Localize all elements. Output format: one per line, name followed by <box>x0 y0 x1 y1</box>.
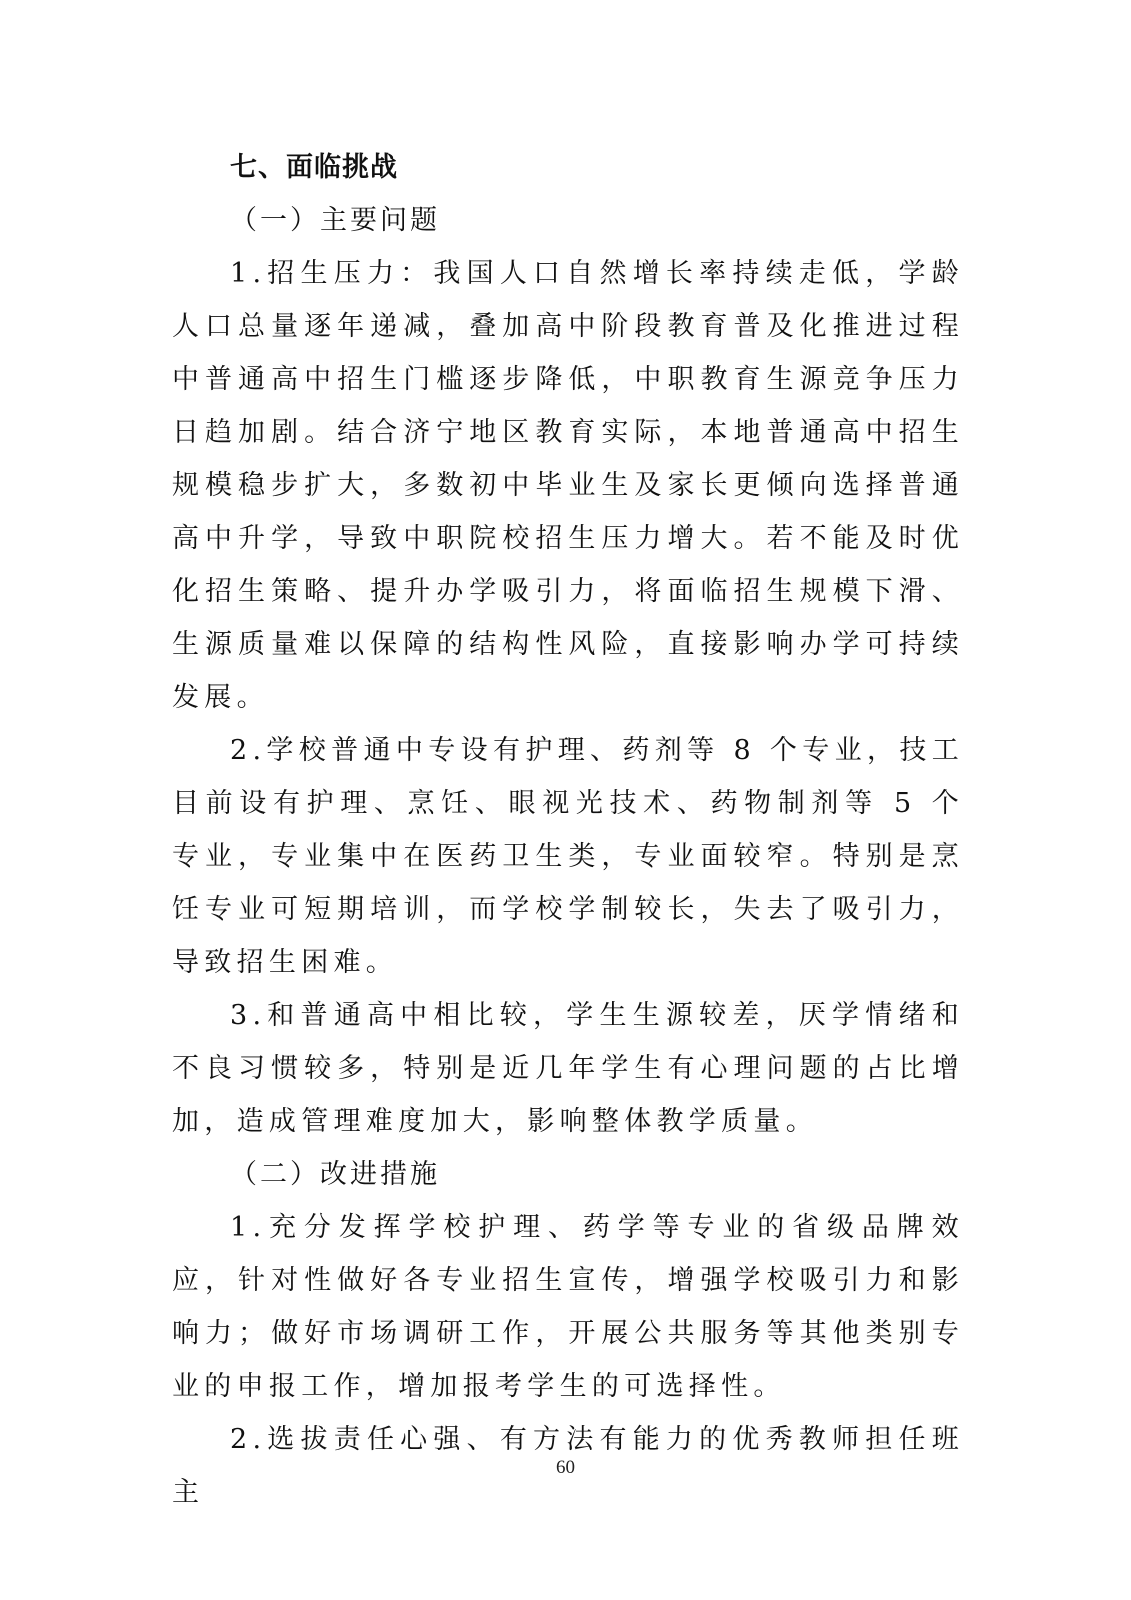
paragraph-teacher-selection: 2.选拔责任心强、有方法有能力的优秀教师担任班主 <box>172 1424 964 1508</box>
paragraph-student-quality: 3.和普通高中相比较，学生生源较差，厌学情绪和不良习惯较多，特别是近几年学生有心理问题的占比增加，造成管理难度加大，影响整体教学质量。 <box>172 1000 964 1137</box>
subsection-heading-improvements: （二）改进措施 <box>230 1159 440 1190</box>
paragraph-brand-effect: 1.充分发挥学校护理、药学等专业的省级品牌效应，针对性做好各专业招生宣传，增强学校吸引力和影响力；做好市场调研工作，开展公共服务等其他类别专业的申报工作，增加报考学生的可选择性。 <box>172 1212 964 1402</box>
section-heading: 七、面临挑战 <box>230 152 398 183</box>
subsection-heading-main-problems: （一）主要问题 <box>230 205 440 236</box>
paragraph-major-structure: 2.学校普通中专设有护理、药剂等 8 个专业，技工目前设有护理、烹饪、眼视光技术、药物制剂等 5 个专业，专业集中在医药卫生类，专业面较窄。特别是烹饪专业可短期培训，而学校学制较长，失去了吸引力，导致招生困难。 <box>172 735 964 978</box>
page-content <box>172 142 964 1519</box>
page-number: 60 <box>556 1457 575 1478</box>
paragraph-enrollment-pressure: 1.招生压力：我国人口自然增长率持续走低，学龄人口总量逐年递减，叠加高中阶段教育普及化推进过程中普通高中招生门槛逐步降低，中职教育生源竞争压力日趋加剧。结合济宁地区教育实际，本地普通高中招生规模稳步扩大，多数初中毕业生及家长更倾向选择普通高中升学，导致中职院校招生压力增大。若不能及时优化招生策略、提升办学吸引力，将面临招生规模下滑、生源质量难以保障的结构性风险，直接影响办学可持续发展。 <box>172 258 964 713</box>
